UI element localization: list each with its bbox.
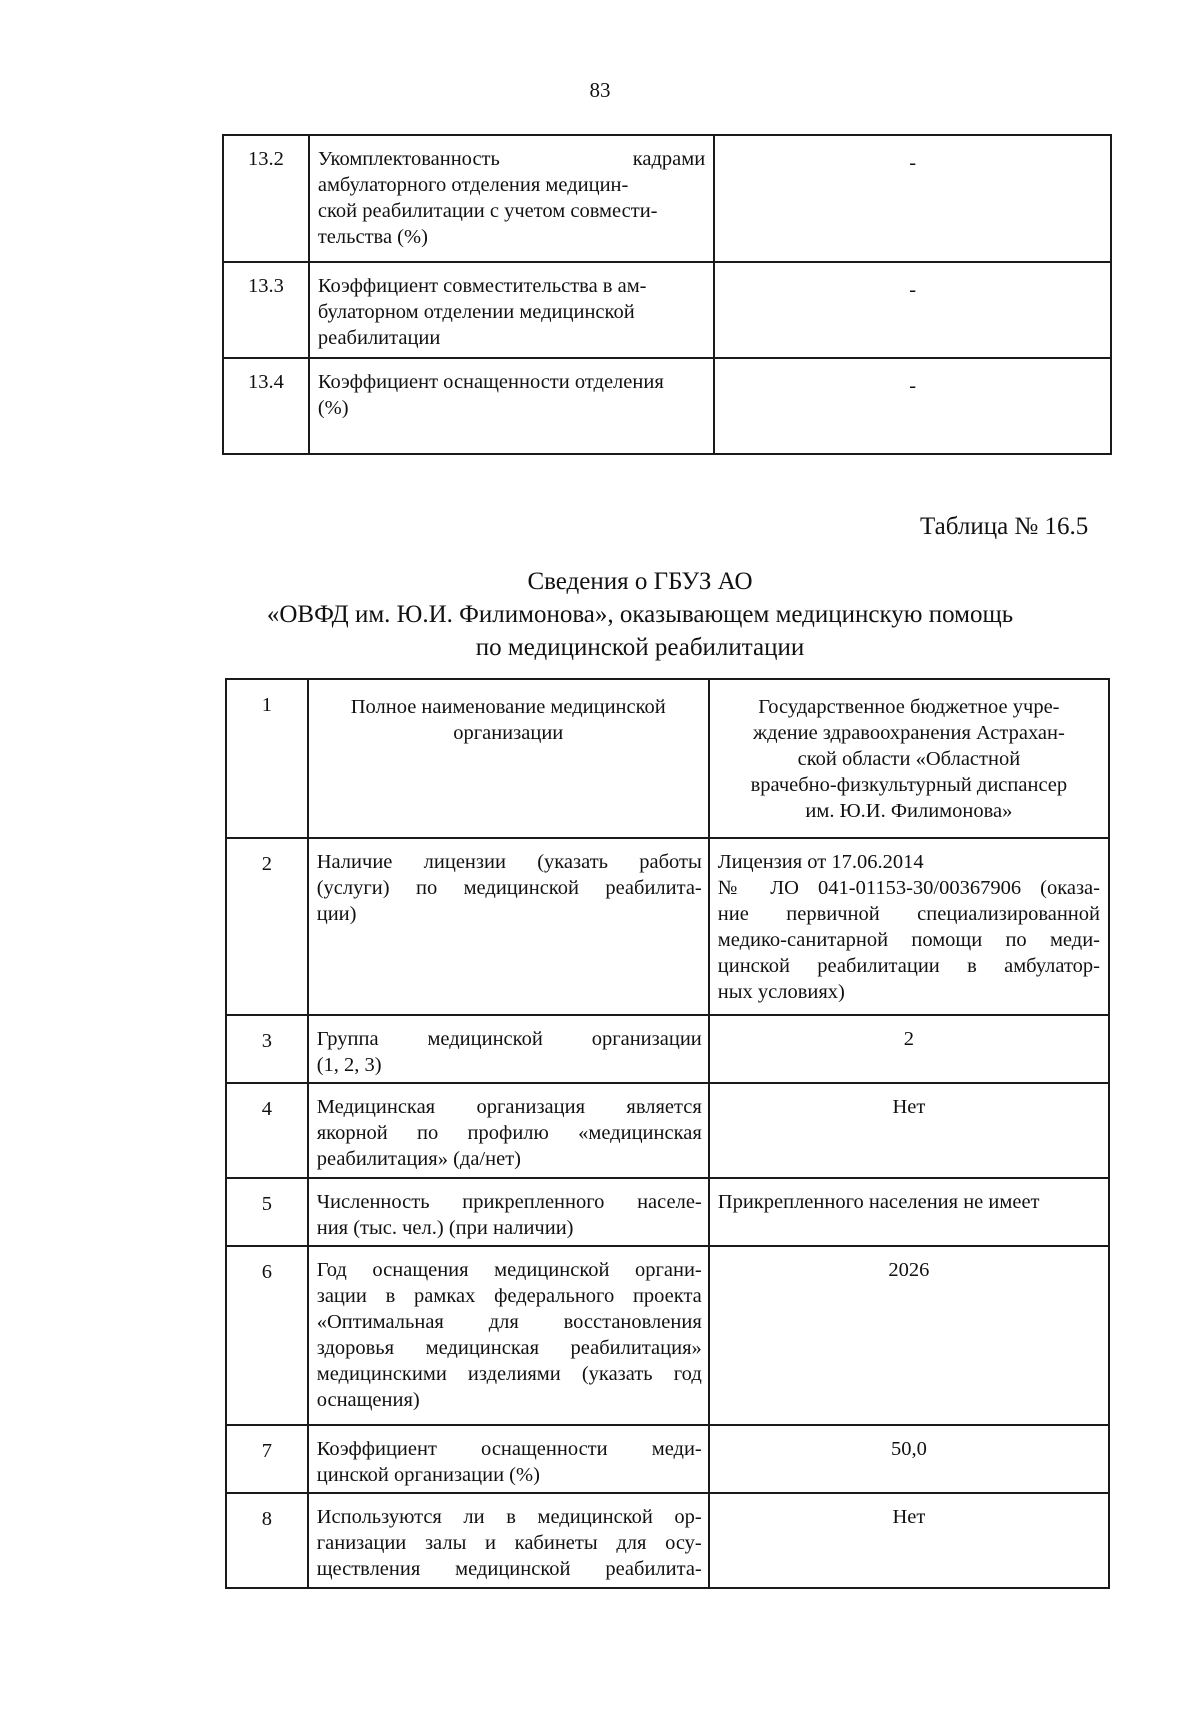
info-table <box>225 678 1110 1589</box>
row-value: Прикрепленного населения не имеет <box>709 1178 1109 1246</box>
row-label: Численность прикрепленного населе- ния (тыс. чел.) (при наличии) <box>308 1178 709 1246</box>
table-row <box>226 1015 1109 1083</box>
row-label: Полное наименование медицинской организации <box>308 679 709 838</box>
row-label: Коэффициент совместительства в ам- булаторном отделении медицинской реабилитации <box>309 262 714 358</box>
row-number: 3 <box>226 1015 308 1083</box>
table-caption: Таблица № 16.5 <box>920 513 1089 540</box>
row-number: 4 <box>226 1083 308 1178</box>
row-value: 2 <box>709 1015 1109 1083</box>
table-row <box>226 679 1109 838</box>
row-value: Государственное бюджетное учре- ждение здравоохранения Астрахан- ской области «Областной врачебно-физкультурный диспансер им. Ю.И. Филимонова» <box>709 679 1109 838</box>
row-number: 8 <box>226 1493 308 1588</box>
row-number: 13.2 <box>223 135 309 262</box>
row-label: Группа медицинской организации (1, 2, 3) <box>308 1015 709 1083</box>
table-row <box>223 135 1111 262</box>
row-label: Год оснащения медицинской органи- зации в рамках федерального проекта «Оптимальная для восстановления здоровья медицинская реабилитация» медицинскими изделиями (указать год оснащения) <box>308 1246 709 1425</box>
row-value: Нет <box>709 1493 1109 1588</box>
row-label: Медицинская организация является якорной по профилю «медицинская реабилитация» (да/нет) <box>308 1083 709 1178</box>
row-label: Укомплектованность кадрами амбулаторного отделения медицин- ской реабилитации с учетом совмести- тельства (%) <box>309 135 714 262</box>
table-row <box>226 1493 1109 1588</box>
row-value: - <box>714 262 1111 358</box>
row-number: 5 <box>226 1178 308 1246</box>
row-value: 2026 <box>709 1246 1109 1425</box>
page-number: 83 <box>589 78 611 102</box>
continued-table <box>222 134 1112 455</box>
row-label: Наличие лицензии (указать работы (услуги) по медицинской реабилита- ции) <box>308 838 709 1015</box>
row-number: 2 <box>226 838 308 1015</box>
row-value: - <box>714 358 1111 454</box>
row-value: Нет <box>709 1083 1109 1178</box>
table-row <box>226 838 1109 1015</box>
table-row <box>226 1083 1109 1178</box>
table-row <box>223 358 1111 454</box>
row-number: 7 <box>226 1425 308 1493</box>
row-label: Используются ли в медицинской ор- ганизации залы и кабинеты для осу- ществления медицинской реабилита- <box>308 1493 709 1588</box>
table-row <box>223 262 1111 358</box>
row-value: 50,0 <box>709 1425 1109 1493</box>
row-number: 6 <box>226 1246 308 1425</box>
row-number: 13.3 <box>223 262 309 358</box>
table-row <box>226 1425 1109 1493</box>
row-value: - <box>714 135 1111 262</box>
table-title: Сведения о ГБУЗ АО «ОВФД им. Ю.И. Филимонова», оказывающем медицинскую помощь по медицинской реабилитации <box>266 568 1014 661</box>
table-row <box>226 1178 1109 1246</box>
row-label: Коэффициент оснащенности меди- цинской организации (%) <box>308 1425 709 1493</box>
row-value: Лицензия от 17.06.2014 № ЛО 041-01153-30/00367906 (оказа- ние первичной специализированной медико-санитарной помощи по меди- цинской реабилитации в амбулатор- ных условиях) <box>709 838 1109 1015</box>
row-number: 1 <box>226 679 308 838</box>
row-label: Коэффициент оснащенности отделения (%) <box>309 358 714 454</box>
row-number: 13.4 <box>223 358 309 454</box>
table-row <box>226 1246 1109 1425</box>
